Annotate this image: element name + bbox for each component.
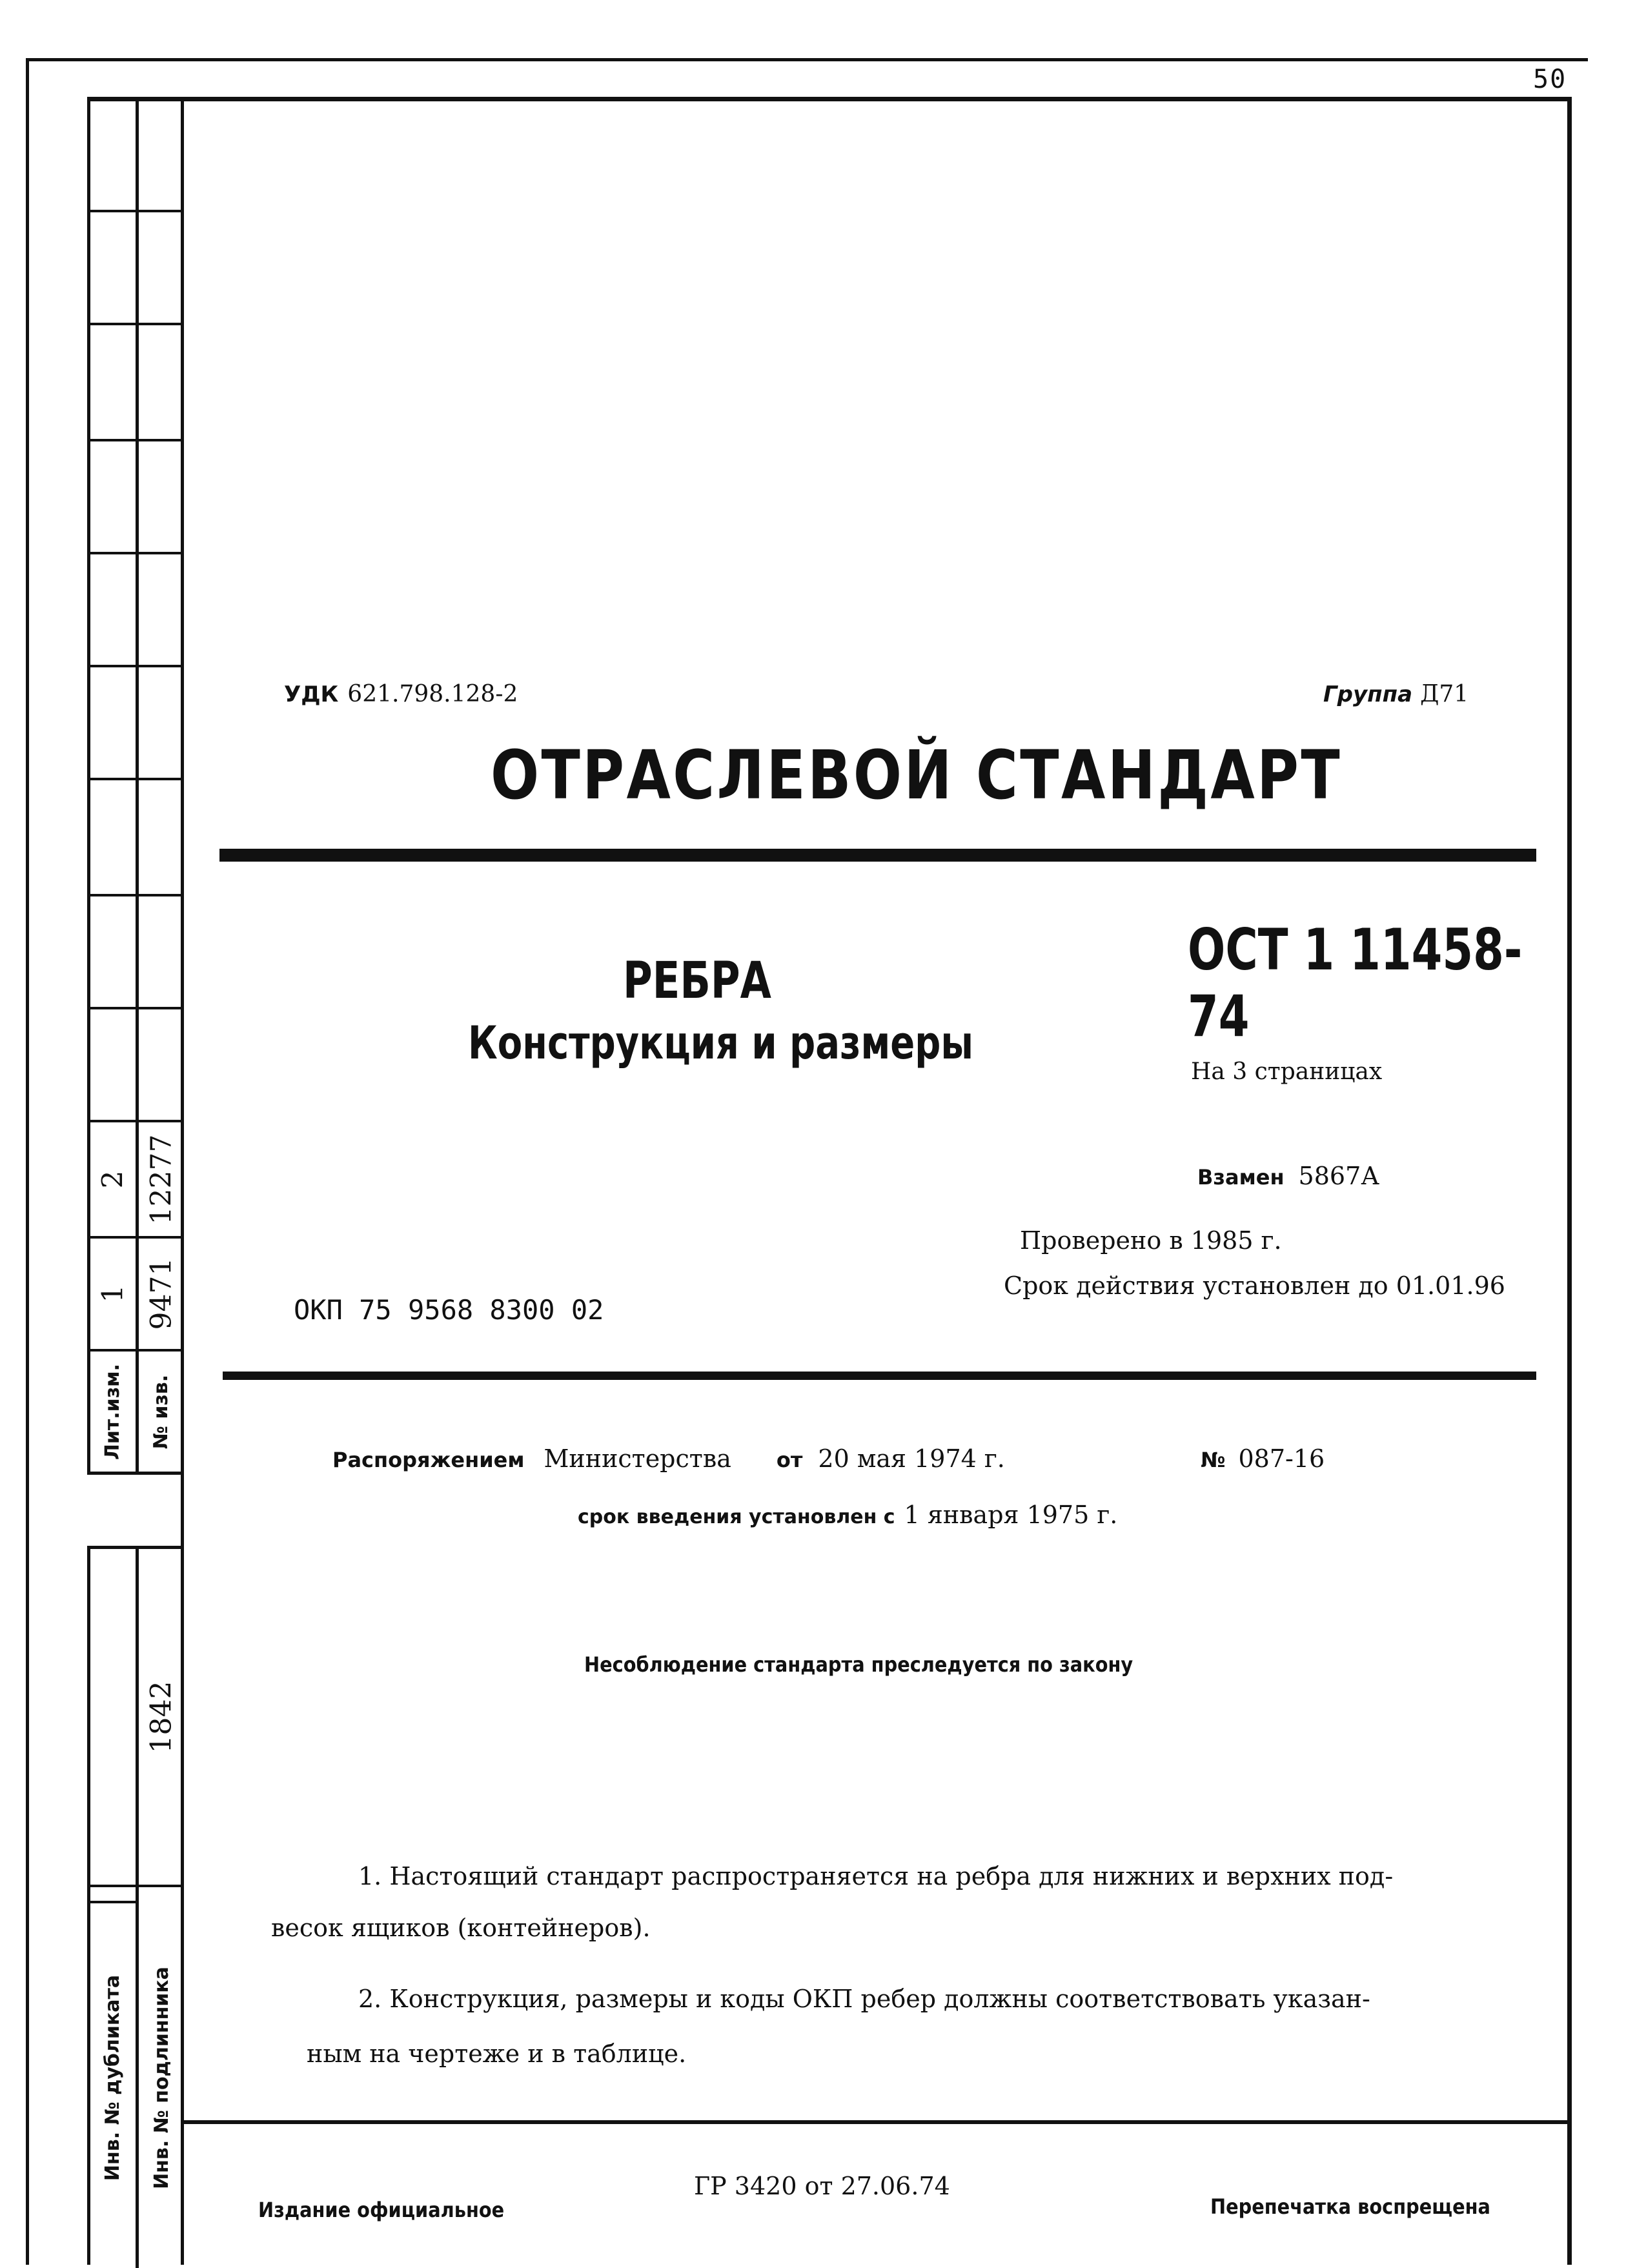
change-2-lit: 2 bbox=[96, 1170, 130, 1188]
change-log-table bbox=[87, 97, 184, 1475]
decree-number-label: № bbox=[1201, 1448, 1226, 1472]
group-label: Группа bbox=[1323, 682, 1413, 707]
change-lit-label: Лит.изм. bbox=[101, 1363, 125, 1460]
decree-label: Распоряжением bbox=[332, 1448, 525, 1472]
clause-1-line-2: весок ящиков (контейнеров). bbox=[271, 1914, 651, 1942]
registration-number: ГР 3420 от 27.06.74 bbox=[694, 2172, 950, 2200]
inventory-table bbox=[87, 1546, 184, 2265]
change-2-number: 12277 bbox=[145, 1134, 178, 1224]
checked-year: Проверено в 1985 г. bbox=[1020, 1226, 1282, 1255]
title-rule bbox=[219, 849, 1536, 862]
identification-rule bbox=[223, 1372, 1536, 1380]
reprint-prohibited: Перепечатка воспрещена bbox=[1210, 2194, 1490, 2219]
decree-number bbox=[1201, 1444, 1325, 1473]
duplicate-inventory-label: Инв. № дубликата bbox=[101, 1974, 125, 2181]
original-inventory-label: Инв. № подлинника bbox=[150, 1966, 173, 2189]
udk-label: УДК bbox=[284, 682, 339, 707]
official-edition: Издание официальное bbox=[258, 2198, 505, 2222]
effective-date-line bbox=[578, 1501, 1117, 1529]
change-1-number: 9471 bbox=[145, 1257, 178, 1330]
replaces-value: 5867А bbox=[1298, 1162, 1380, 1190]
standard-name: РЕБРА bbox=[623, 952, 771, 1010]
frame-top bbox=[26, 58, 1588, 61]
effective-date: 1 января 1975 г. bbox=[904, 1501, 1118, 1529]
clause-1-line-1: 1. Настоящий стандарт распространяется на ребра для нижних и верхних под- bbox=[358, 1862, 1394, 1890]
decree-date: 20 мая 1974 г. bbox=[818, 1444, 1005, 1473]
frame-inner-top bbox=[87, 97, 1572, 101]
decree-number-value: 087-16 bbox=[1238, 1444, 1325, 1473]
okp-code: ОКП 75 9568 8300 02 bbox=[294, 1294, 604, 1326]
group bbox=[1323, 681, 1468, 707]
replaces-label: Взамен bbox=[1197, 1165, 1285, 1190]
udk-value: 621.798.128-2 bbox=[347, 681, 518, 707]
change-number-label: № изв. bbox=[150, 1374, 173, 1449]
document-type-title: ОТРАСЛЕВОЙ СТАНДАРТ bbox=[491, 736, 1343, 815]
validity-period: Срок действия установлен до 01.01.96 bbox=[1004, 1271, 1505, 1300]
group-value: Д71 bbox=[1420, 681, 1469, 707]
decree-line bbox=[332, 1444, 1005, 1473]
clause-2-line-1: 2. Конструкция, размеры и коды ОКП ребер должны соответствовать указан- bbox=[358, 1985, 1370, 2013]
footer-rule bbox=[184, 2120, 1569, 2124]
effective-label: срок введения установлен с bbox=[578, 1506, 895, 1528]
change-1-lit: 1 bbox=[96, 1284, 130, 1303]
page-number: 50 bbox=[1533, 65, 1567, 94]
frame-inner-right bbox=[1567, 97, 1572, 2265]
decree-from-label: от bbox=[776, 1448, 803, 1472]
page-count: На 3 страницах bbox=[1191, 1058, 1383, 1085]
frame-left bbox=[26, 58, 29, 2265]
original-inventory-value: 1842 bbox=[145, 1681, 178, 1753]
standard-designation: ОСТ 1 11458-74 bbox=[1188, 916, 1523, 1049]
law-warning: Несоблюдение стандарта преследуется по закону bbox=[584, 1652, 1133, 1677]
decree-ministry: Министерства bbox=[544, 1444, 731, 1473]
standard-subtitle: Конструкция и размеры bbox=[468, 1017, 974, 1069]
clause-2-line-2: ным на чертеже и в таблице. bbox=[307, 2040, 687, 2068]
replaces bbox=[1197, 1162, 1379, 1190]
udk bbox=[284, 681, 518, 707]
